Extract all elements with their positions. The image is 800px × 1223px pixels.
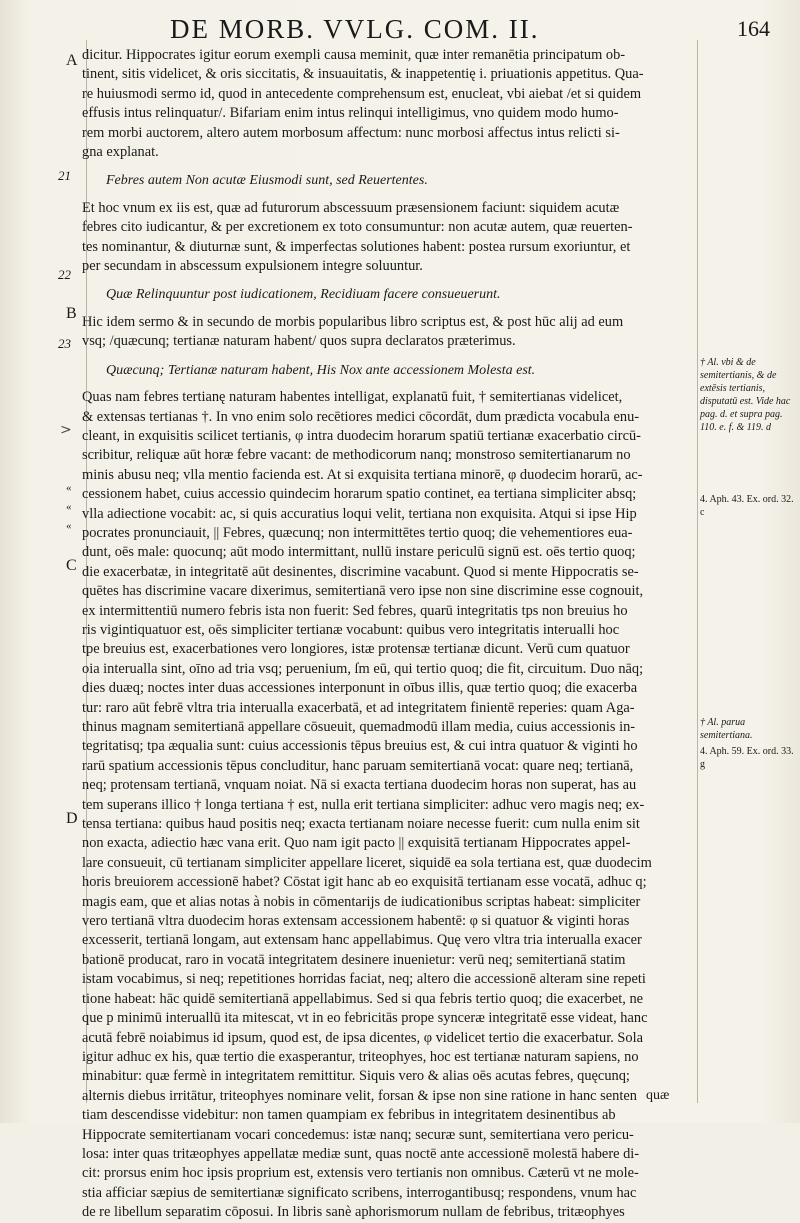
main-text-block <box>82 46 692 1223</box>
text-line: de re libellum separatim cōposui. In libris sanè aphorismorum nullam de febribus, tritæophyes <box>82 1204 625 1221</box>
margin-bracket-icon: > <box>60 422 72 438</box>
margin-note-1: † Al. vbi & de semitertianis, & de extēsis tertianis, disputatū est. Vide hac pag. d. et supra pag. 110. e. f. & 119. d <box>700 357 791 433</box>
text-line: tes nominantur, & diuturnæ sunt, & imperfectas solutiones habent: postea rursum exoriuntur, et <box>82 238 631 255</box>
section-letter-b: B <box>66 305 77 322</box>
text-line: pocrates pronunciauit, || Febres, quæcunq; non intermittētes tertio quoq; die vehementiores eua- <box>82 524 633 541</box>
text-line: tegritatisq; tpa æqualia sunt: cuius accessionis tēpus breuius est, & cui intra quatuor & viginti ho <box>82 738 638 755</box>
text-line: vlla adiectione vocabit: ac, si quis accuratius loqui velit, tertiana non exquisita. Atqui si ipse Hip <box>82 505 637 522</box>
text-line: tem superans illico † longa tertiana † est, nulla erit tertiana simpliciter: adhuc vero magis neq; ex- <box>82 796 645 813</box>
text-line: lare consueuit, cū tertianam simpliciter appellare liceret, siquidē ea sola tertiana est, quæ duodecim <box>82 854 652 871</box>
text-line: tione habeat: hāc quidē semitertianā appellabimus. Sed si qua febris tertio quoq; die exacerbet, ne <box>82 990 644 1007</box>
text-line: vsq; /quæcunq; tertianæ naturam habent/ quos supra declaratos præterimus. <box>82 333 516 350</box>
page-header <box>170 10 770 46</box>
paragraph-1 <box>82 46 692 162</box>
text-line: ex intermittentiū numero febris ista non fuerit: Sed febres, quarū integritatis tps non breuius ho <box>82 602 628 619</box>
text-line: cleant, in exquisitis scilicet tertianis, φ intra duodecim horarum spatiū tertianæ exacerbatio circū- <box>82 427 641 444</box>
text-line: neq; protensam tertianā, vnquam noiat. Nā si exacta tertiana duodecim horas non superat, has au <box>82 777 637 794</box>
text-line: bationē producat, raro in vocatā integritatem desinere inuenietur: verū neq; semitertianā statim <box>82 951 626 968</box>
text-line: febres cito iudicantur, & per excretionem ex toto consumuntur: non acutæ autem, quæ reuerten- <box>82 219 633 236</box>
section-number-23: 23 <box>58 336 71 351</box>
margin-note-4: 4. Aph. 59. Ex. ord. 33. g <box>700 746 794 770</box>
paragraph-4 <box>82 388 692 1222</box>
text-line: non exacta, adiectio hæc vana erit. Quo nam igit pacto || exquisitā tertianam Hippocrates appel- <box>82 835 631 852</box>
text-line: Quas nam febres tertianę naturam habentes intelligat, explanatū fuit, † semitertianas videlicet, <box>82 389 623 406</box>
text-line: per secundam in abscessum expulsionem integre soluuntur. <box>82 258 423 275</box>
section-number-21: 21 <box>58 168 71 183</box>
text-line: alternis diebus irritātur, triteophyes nominare velit, forsan & ipse non sine ratione in hanc senten <box>82 1087 637 1104</box>
text-line: magis eam, que et alias notas à nobis in cōmentarijs de iudicationibus scriptas habeat: simpliciter <box>82 893 641 910</box>
text-line: acutā febrē noiabimus id ipsum, quod est, de ipsa dicentes, φ videlicet tertio die exacerbatur. Sola <box>82 1029 643 1046</box>
lemma-3: Quæcunq; Tertianæ naturam habent, His Nox ante accessionem Molesta est. <box>106 362 536 378</box>
text-line: dicitur. Hippocrates igitur eorum exempli causa meminit, quæ inter remanētia principatum ob- <box>82 47 626 63</box>
text-line: scribitur, reliquæ aūt horæ febre vacant: de methodicorum nanq; monstroso semitertianarum no <box>82 447 631 464</box>
section-letter-a: A <box>66 52 78 69</box>
text-line: Hic idem sermo & in secundo de morbis popularibus libro scriptus est, & post hūc alij ad eum <box>82 313 624 330</box>
text-line: losa: inter quas tritæophyes appellatæ mediæ sunt, quas noctē ante accessionē molestā habere di- <box>82 1145 640 1162</box>
text-line: dies duæq; noctes inter duas accessiones interponunt in oībus illis, quæ tertio quoq; die exacerba <box>82 680 638 697</box>
text-line: tiam descendisse videbitur: non tamen quampiam ex febribus in integritatem desinentibus ab <box>82 1107 616 1124</box>
lemma-2: Quæ Relinquuntur post iudicationem, Recidiuam facere consueuerunt. <box>106 287 501 303</box>
paragraph-3 <box>82 313 692 352</box>
text-line: rem morbi auctorem, altero autem morbosum affectum: nunc morbosi affectus intus relicti si- <box>82 124 620 141</box>
text-line: tensa tertiana: quibus haud positis neq; exacta tertianam noiare necesse fuerit: cum nulla enim sit <box>82 816 640 833</box>
text-line: dunt, oēs male: quocunq; aūt modo intermittant, nullū instare periculū signū est. oēs tertio quoq; <box>82 544 636 561</box>
right-margin-rule <box>697 40 698 1103</box>
section-letter-c: C <box>66 557 77 574</box>
catchword: quæ <box>646 1088 670 1103</box>
text-line: oia interualla sint, oīno ad tria vsq; peruenium, ſm eū, qui tertio quoq; die fit, circuitum. Duo nāq; <box>82 660 644 677</box>
text-line: minabitur: quæ fermè in integritatem remittitur. Siquis vero & alias oēs acutas febres, quęcunq; <box>82 1068 630 1085</box>
text-line: horis breuiorem accessionē habet? Cōstat igit hanc ab eo exquisitā tertianam esse vocatā, adhuc q; <box>82 874 647 891</box>
text-line: minis abusu neq; vlla mentio facienda est. At si exquisita tertiana minorē, φ duodecim horarū, ac- <box>82 466 643 483</box>
text-line: ris vigintiquatuor est, oēs simpliciter tertianæ vocabunt: quibus vero integritatis interualli hoc <box>82 621 620 638</box>
quote-mark: « <box>66 520 72 532</box>
text-line: thinus magnam semitertianā appellare cōsueuit, quemadmodū illam media, cuius accessionis in- <box>82 719 636 735</box>
text-line: quētes has discrimine vacare dixerimus, semitertianā vero ipse non sine discrimine esse cognouit, <box>82 583 644 600</box>
section-number-22: 22 <box>58 267 71 282</box>
lemma-1: Febres autem Non acutæ Eiusmodi sunt, sed Reuertentes. <box>106 173 428 189</box>
text-line: que p minimū interuallū ita mitescat, vt in eo febricitās prope synceræ integritatē esse videat, hanc <box>82 1010 648 1027</box>
text-line: Hippocrate semitertianam vocari concedemus: istæ nanq; securæ sunt, semitertiana vero pericu- <box>82 1126 634 1143</box>
text-line: igitur adhuc ex his, quæ tertio die exasperantur, triteophyes, hoc est tertianæ naturam sapiens, no <box>82 1048 639 1065</box>
folio-number: 164 <box>737 16 770 41</box>
text-line: stia afficiar sæpius de semitertianæ significato scribens, interrogantibusq; respondens, vnum hac <box>82 1184 637 1201</box>
section-letter-d: D <box>66 810 78 827</box>
text-line: vero tertianā vltra duodecim horas extensam accessionem habentē: φ si quatuor & viginti horas <box>82 913 630 930</box>
running-title: DE MORB. VVLG. COM. II. <box>170 14 540 44</box>
quote-mark: « <box>66 501 72 513</box>
text-line: cessionem habet, cuius accessio quindecim horarum spatio continet, ea tertiana simpliciter absq; <box>82 486 637 503</box>
text-line: istam vocabimus, si neq; repetitiones horridas faciat, neq; altero die accessionē alteram sine repeti <box>82 971 646 988</box>
text-line: re huiusmodi sermo id, quod in antecedente comprehensum est, enucleat, vbi aiebat /et si quidem <box>82 85 642 102</box>
text-line: rarū spatium accessionis tēpus concluditur, hanc paruam semitertianā vocat: quare neq; tertianā, <box>82 757 634 774</box>
paragraph-2 <box>82 199 692 277</box>
text-line: effusis intus relinquatur/. Bifariam enim intus relinqui intelligimus, vno quidem modo humo- <box>82 105 619 122</box>
text-line: & extensas tertianas †. In vno enim solo recētiores medici cōcordāt, dum prædicta vocabula enu- <box>82 408 640 425</box>
quote-mark: « <box>66 482 72 494</box>
text-line: gna explanat. <box>82 144 159 161</box>
text-line: tinent, sitis videlicet, & oris siccitatis, & insuauitatis, & inappetentię i. priuationis appetitus. Qua- <box>82 66 644 83</box>
text-line: die exacerbatæ, in integritatē aūt desinentes, discrimine vacabunt. Quod si mente Hippocratis se- <box>82 563 639 580</box>
text-line: Et hoc vnum ex iis est, quæ ad futurorum abscessuum præsensionem faciunt: siquidem acutæ <box>82 199 620 216</box>
text-line: excesserit, tertianā longam, aut extensam hanc appellabimus. Quę vero vltra tria interualla exacer <box>82 932 642 949</box>
margin-note-2: 4. Aph. 43. Ex. ord. 32. c <box>700 494 794 518</box>
text-line: tur: raro aūt febrē vltra tria interualla exacerbatā, et ad integritatem finientē reperies: quam Aga- <box>82 699 635 716</box>
margin-note-3: † Al. parua semitertiana. <box>700 717 753 741</box>
text-line: cit: prorsus enim hoc ipsis proprium est, extensis vero tertianis non omnibus. Cæterū vt ne mole- <box>82 1165 639 1182</box>
text-line: tpe breuius est, exacerbationes vero longiores, istæ protensæ tertianæ dicunt. Verū cum quatuor <box>82 641 630 658</box>
